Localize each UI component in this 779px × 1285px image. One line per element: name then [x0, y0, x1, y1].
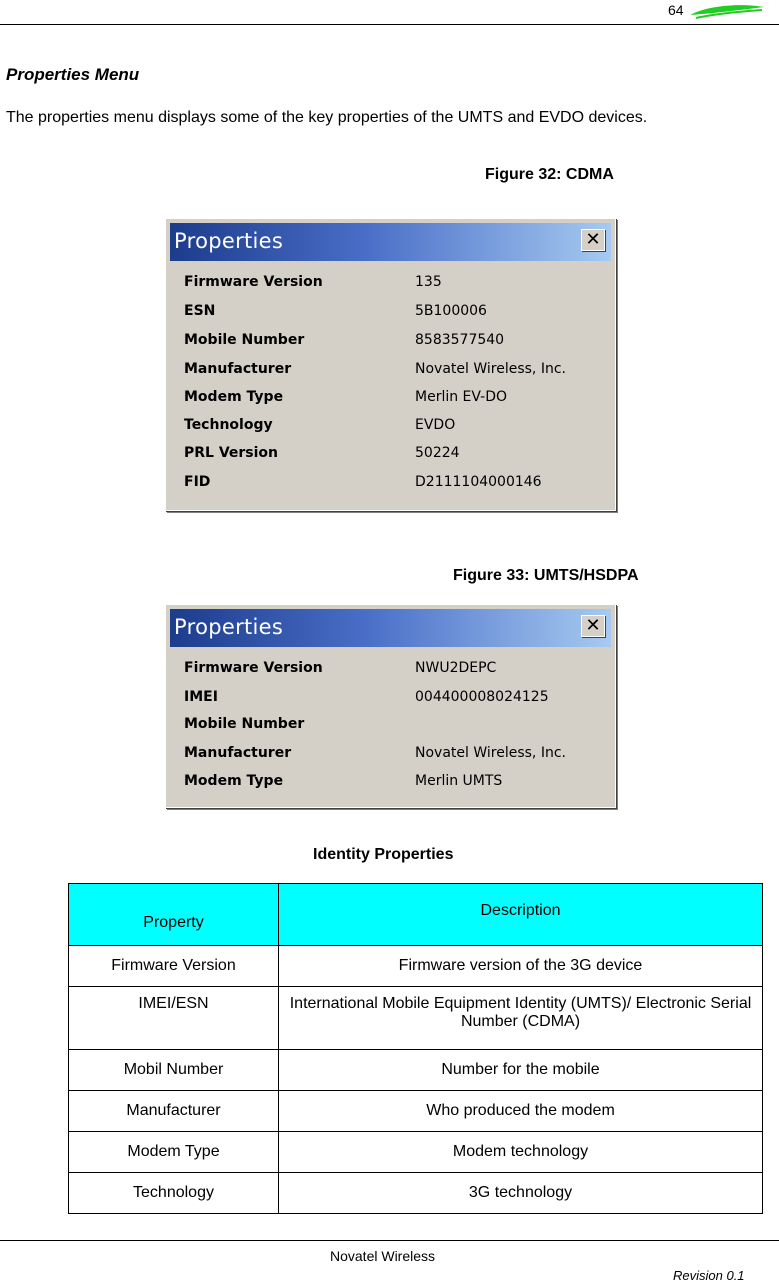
footer-rule: [0, 1240, 779, 1241]
property-label: Modem Type: [184, 389, 284, 405]
property-value: 004400008024125: [415, 689, 549, 705]
property-value: Novatel Wireless, Inc.: [415, 361, 566, 377]
figure-32-caption: Figure 32: CDMA: [485, 166, 614, 183]
description-cell: Who produced the modem: [279, 1091, 763, 1132]
intro-paragraph: The properties menu displays some of the key properties of the UMTS and EVDO devices.: [6, 109, 648, 126]
column-header-property: Property: [69, 884, 279, 946]
table-row: [69, 1091, 763, 1132]
property-cell: IMEI/ESN: [69, 987, 279, 1050]
property-row: [184, 332, 604, 352]
property-value: 50224: [415, 445, 460, 461]
property-row: [184, 745, 604, 765]
close-button[interactable]: ✕: [581, 615, 605, 637]
property-value: 8583577540: [415, 332, 505, 348]
table-header-row: [69, 884, 763, 946]
property-value: 5B100006: [415, 303, 487, 319]
property-label: Manufacturer: [184, 745, 292, 761]
description-cell: Number for the mobile: [279, 1050, 763, 1091]
close-button[interactable]: ✕: [581, 229, 605, 251]
umts-properties-dialog: [165, 604, 616, 808]
property-label: IMEI: [184, 689, 218, 705]
property-row: [184, 716, 604, 736]
property-label: Firmware Version: [184, 660, 323, 676]
property-label: FID: [184, 474, 211, 490]
property-value: EVDO: [415, 417, 456, 433]
property-label: Technology: [184, 417, 273, 433]
property-value: Merlin EV-DO: [415, 389, 508, 405]
property-row: [184, 417, 604, 437]
property-label: PRL Version: [184, 445, 279, 461]
property-row: [184, 689, 604, 709]
table-row: [69, 1173, 763, 1214]
column-header-description: Description: [279, 884, 763, 946]
property-value: Merlin UMTS: [415, 773, 503, 789]
property-cell: Firmware Version: [69, 946, 279, 987]
description-cell: Modem technology: [279, 1132, 763, 1173]
novatel-swoosh-logo: [688, 1, 768, 21]
table-row: [69, 987, 763, 1050]
property-cell: Mobil Number: [69, 1050, 279, 1091]
property-value: Novatel Wireless, Inc.: [415, 745, 566, 761]
property-row: [184, 660, 604, 680]
property-row: [184, 303, 604, 323]
dialog-title: Properties: [174, 615, 284, 639]
property-cell: Technology: [69, 1173, 279, 1214]
section-title: Properties Menu: [6, 65, 140, 84]
property-label: Manufacturer: [184, 361, 292, 377]
description-cell: 3G technology: [279, 1173, 763, 1214]
dialog-titlebar: [170, 609, 611, 647]
property-row: [184, 474, 604, 494]
property-row: [184, 445, 604, 465]
table-title: Identity Properties: [313, 846, 454, 863]
property-row: [184, 274, 604, 294]
property-row: [184, 361, 604, 381]
property-row: [184, 389, 604, 409]
table-row: [69, 946, 763, 987]
property-label: Mobile Number: [184, 716, 305, 732]
header-rule: [0, 24, 779, 25]
description-cell: Firmware version of the 3G device: [279, 946, 763, 987]
property-value: D2111104000146: [415, 474, 542, 490]
figure-33-caption: Figure 33: UMTS/HSDPA: [453, 567, 639, 584]
property-cell: Modem Type: [69, 1132, 279, 1173]
property-value: NWU2DEPC: [415, 660, 497, 676]
property-value: 135: [415, 274, 442, 290]
cdma-properties-dialog: [165, 218, 616, 511]
property-row: [184, 773, 604, 793]
table-row: [69, 1050, 763, 1091]
table-row: [69, 1132, 763, 1173]
dialog-titlebar: [170, 223, 611, 261]
footer-revision: Revision 0.1: [673, 1268, 745, 1283]
property-cell: Manufacturer: [69, 1091, 279, 1132]
footer-company: Novatel Wireless: [330, 1248, 436, 1264]
page-number: 64: [668, 2, 684, 18]
description-cell: International Mobile Equipment Identity (UMTS)/ Electronic Serial Number (CDMA): [279, 987, 763, 1050]
property-label: Modem Type: [184, 773, 284, 789]
property-label: Firmware Version: [184, 274, 323, 290]
property-label: ESN: [184, 303, 216, 319]
property-label: Mobile Number: [184, 332, 305, 348]
identity-properties-table: [68, 883, 763, 1214]
dialog-title: Properties: [174, 229, 284, 253]
